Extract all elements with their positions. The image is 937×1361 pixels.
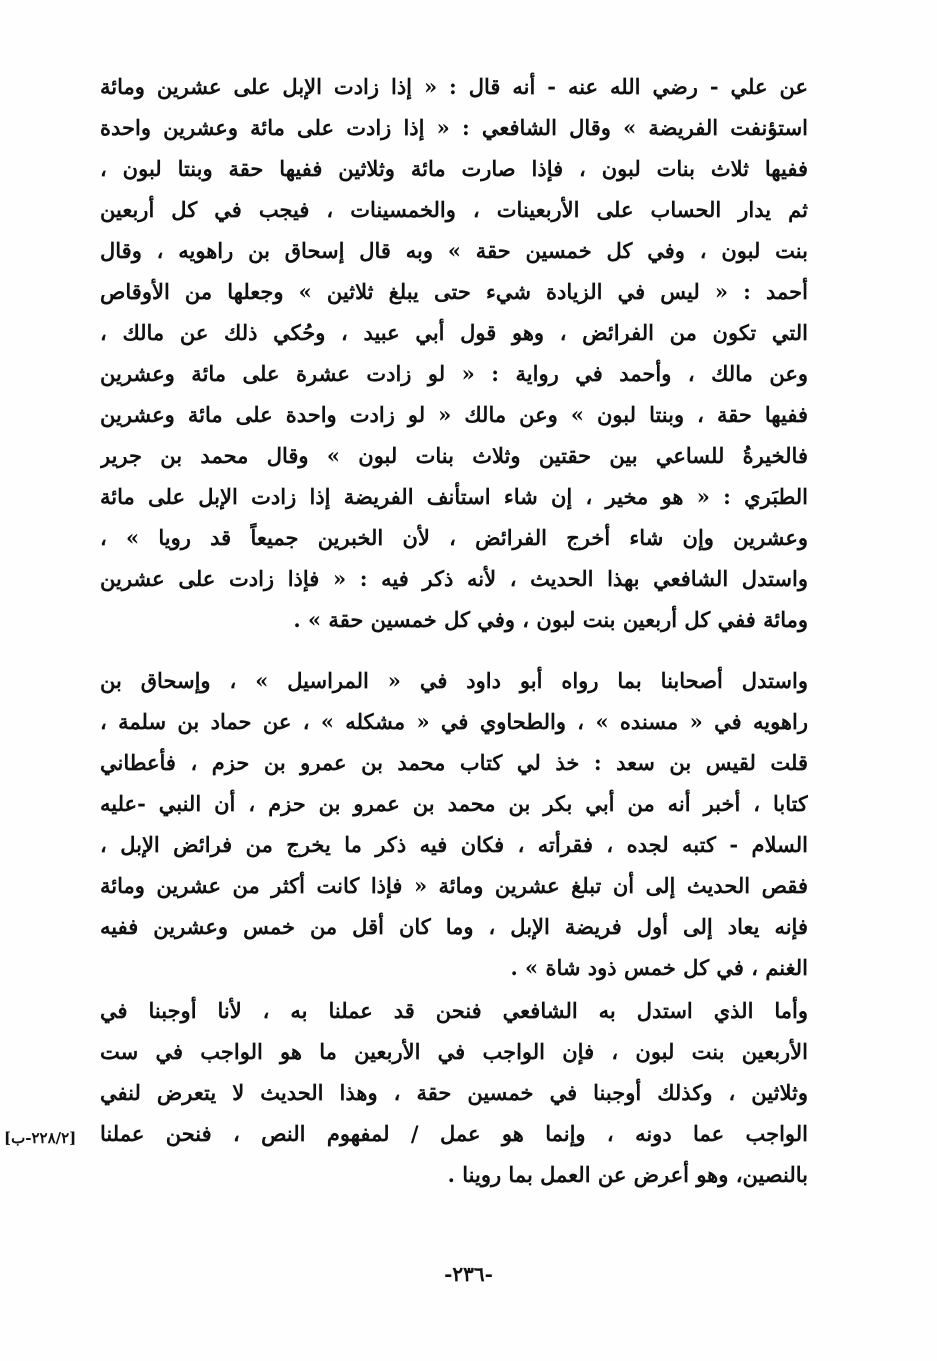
text-line: ثم يدار الحساب على الأربعينات ، والخمسينات ، فيجب في كل أربعين	[100, 197, 808, 222]
text-line: كتابا ، أخبر أنه من أبي بكر بن محمد بن عمرو بن حزم ، أن النبي -عليه	[100, 791, 808, 816]
text-line: وثلاثين ، وكذلك أوجبنا في خمسين حقة ، وهذا الحديث لا يتعرض لنفي	[100, 1080, 808, 1105]
text-line: الطبَري : « هو مخير ، إن شاء استأنف الفريضة إذا زادت الإبل على مائة	[100, 484, 808, 509]
text-line: وعشرين وإن شاء أخرج الفرائض ، لأن الخبرين جميعاً قد رويا » ،	[100, 525, 808, 550]
text-line: استؤنفت الفريضة » وقال الشافعي : « إذا زادت على مائة وعشرين واحدة	[100, 115, 808, 140]
text-line: ففيها حقة ، وبنتا لبون » وعن مالك « لو زادت واحدة على مائة وعشرين	[100, 402, 808, 427]
text-line: الواجب عما دونه ، وإنما هو عمل / لمفهوم النص ، فنحن عملنا	[100, 1121, 808, 1146]
paragraph-2	[100, 660, 808, 988]
text-line: واستدل أصحابنا بما رواه أبو داود في « المراسيل » ، وإسحاق بن	[100, 668, 808, 693]
text-line: فالخيرةُ للساعي بين حقتين وثلاث بنات لبون » وقال محمد بن جرير	[100, 443, 808, 468]
text-line: ففيها ثلاث بنات لبون ، فإذا صارت مائة وثلاثين ففيها حقة وبنتا لبون ،	[100, 156, 808, 181]
text-line: التي تكون من الفرائض ، وهو قول أبي عبيد ، وحُكي ذلك عن مالك ،	[100, 320, 808, 345]
text-line: أحمد : « ليس في الزيادة شيء حتى يبلغ ثلاثين » وجعلها من الأوقاص	[100, 279, 808, 304]
paragraph-1	[100, 66, 808, 640]
page-number: -٢٣٦-	[444, 1262, 493, 1286]
text-line: الأربعين بنت لبون ، فإن الواجب في الأربعين ما هو الواجب في ست	[100, 1039, 808, 1064]
text-line: فقص الحديث إلى أن تبلغ عشرين ومائة « فإذا كانت أكثر من عشرين ومائة	[100, 873, 808, 898]
text-line: فإنه يعاد إلى أول فريضة الإبل ، وما كان أقل من خمس وعشرين ففيه	[100, 914, 808, 939]
text-line: الغنم ، في كل خمس ذود شاة » .	[510, 955, 808, 980]
text-line: السلام - كتبه لجده ، فقرأته ، فكان فيه ذكر ما يخرج من فرائض الإبل ،	[100, 832, 808, 857]
text-line: واستدل الشافعي بهذا الحديث ، لأنه ذكر فيه : « فإذا زادت على عشرين	[100, 566, 808, 591]
text-line: وعن مالك ، وأحمد في رواية : « لو زادت عشرة على مائة وعشرين	[100, 361, 808, 386]
text-line: بنت لبون ، وفي كل خمسين حقة » وبه قال إسحاق بن راهويه ، وقال	[100, 238, 808, 263]
text-line: بالنصين، وهو أعرض عن العمل بما روينا .	[447, 1162, 808, 1187]
text-line: ومائة ففي كل أربعين بنت لبون ، وفي كل خمسين حقة » .	[293, 607, 808, 632]
text-line: قلت لقيس بن سعد : خذ لي كتاب محمد بن عمرو بن حزم ، فأعطاني	[100, 750, 808, 775]
text-line: راهويه في « مسنده » ، والطحاوي في « مشكله » ، عن حماد بن سلمة ،	[100, 709, 808, 734]
paragraph-3	[100, 990, 808, 1195]
text-line: عن علي - رضي الله عنه - أنه قال : « إذا زادت الإبل على عشرين ومائة	[100, 74, 808, 99]
text-line: وأما الذي استدل به الشافعي فنحن قد عملنا به ، لأنا أوجبنا في	[100, 998, 808, 1023]
manuscript-folio-reference: [٢٢٨/٢-ب]	[4, 1129, 77, 1147]
